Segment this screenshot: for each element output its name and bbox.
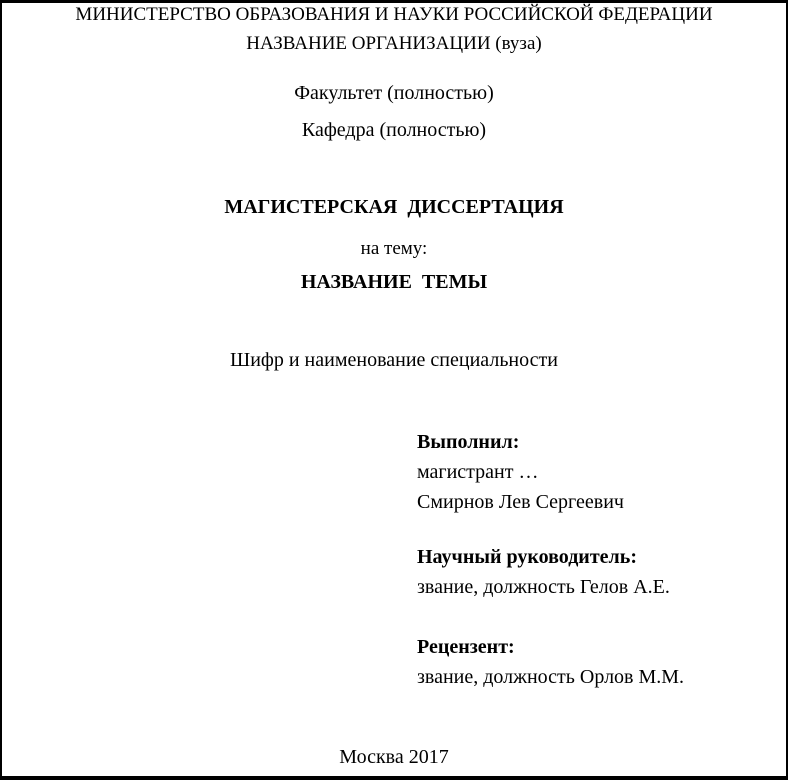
supervisor-name-line: звание, должность Гелов А.Е.: [417, 576, 670, 598]
topic-title: НАЗВАНИЕ ТЕМЫ: [300, 271, 488, 293]
department-line: Кафедра (полностью): [301, 119, 487, 141]
organization-line: НАЗВАНИЕ ОРГАНИЗАЦИИ (вуза): [246, 33, 542, 54]
reviewer-label: Рецензент:: [417, 636, 515, 658]
reviewer-name-line: звание, должность Орлов М.М.: [417, 666, 685, 688]
performer-degree-line: магистрант …: [417, 461, 539, 483]
supervisor-block: [417, 542, 670, 602]
faculty-line: Факультет (полностью): [294, 82, 494, 104]
document-type-title: МАГИСТЕРСКАЯ ДИССЕРТАЦИЯ: [224, 196, 564, 218]
performer-name-line: Смирнов Лев Сергеевич: [417, 491, 624, 513]
supervisor-label: Научный руководитель:: [417, 546, 637, 568]
specialty-line: Шифр и наименование специальности: [230, 349, 558, 371]
reviewer-block: [417, 632, 684, 692]
ministry-line: МИНИСТЕРСТВО ОБРАЗОВАНИЯ И НАУКИ РОССИЙСКОЙ ФЕДЕРАЦИИ: [75, 4, 713, 25]
city-year-line: Москва 2017: [339, 746, 449, 768]
performer-block: [417, 427, 624, 517]
on-topic-line: на тему:: [360, 238, 428, 259]
performer-label: Выполнил:: [417, 431, 520, 453]
